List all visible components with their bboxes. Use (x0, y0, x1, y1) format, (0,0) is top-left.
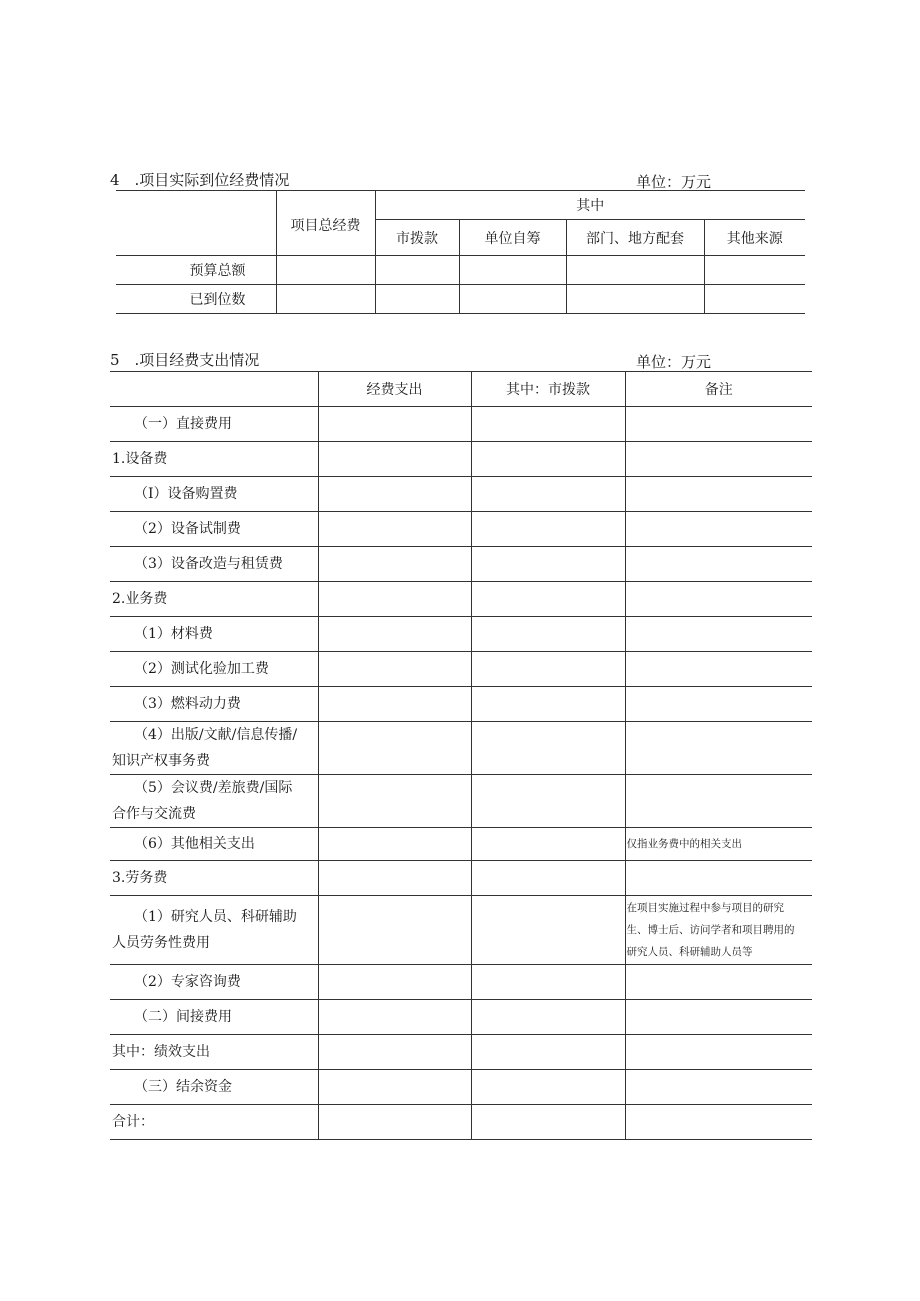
cell[interactable] (276, 256, 375, 285)
table-row (110, 1105, 812, 1140)
remarks-cell[interactable] (625, 687, 812, 722)
header-remarks: 备注 (625, 372, 812, 407)
table-row (110, 828, 812, 861)
table-row (110, 477, 812, 512)
remarks-cell[interactable] (625, 477, 812, 512)
table-row (110, 617, 812, 652)
row-label-line: （二）间接费用 (134, 1009, 232, 1025)
table-row (110, 652, 812, 687)
remarks-cell[interactable] (625, 1000, 812, 1035)
table-row (110, 407, 812, 442)
value-cell[interactable] (318, 1070, 471, 1105)
row-label (110, 512, 318, 547)
row-label-line: 其中：绩效支出 (112, 1044, 210, 1060)
remarks-cell[interactable] (625, 965, 812, 1000)
row-label (110, 861, 318, 896)
value-cell[interactable] (318, 477, 471, 512)
remarks-cell[interactable] (625, 512, 812, 547)
value-cell[interactable] (471, 582, 625, 617)
row-label-line: （一）直接费用 (134, 416, 232, 432)
row-label (110, 442, 318, 477)
value-cell[interactable] (471, 896, 625, 965)
row-label-line: 1.设备费 (112, 451, 168, 467)
remark-line: 生、博士后、访问学者和项目聘用的 (626, 924, 795, 936)
row-label (110, 582, 318, 617)
value-cell[interactable] (471, 512, 625, 547)
row-label (110, 547, 318, 582)
value-cell[interactable] (318, 652, 471, 687)
row-label-line: （3）设备改造与租赁费 (134, 556, 283, 572)
value-cell[interactable] (318, 512, 471, 547)
row-label (110, 896, 318, 965)
remarks-cell[interactable] (625, 828, 812, 861)
remarks-cell[interactable] (625, 1105, 812, 1140)
remarks-cell[interactable] (625, 617, 812, 652)
value-cell[interactable] (471, 965, 625, 1000)
table-row (110, 861, 812, 896)
row-label-line: （6）其他相关支出 (134, 836, 255, 852)
row-label (110, 775, 318, 828)
value-cell[interactable] (318, 1105, 471, 1140)
row-label-line: 知识产权事务费 (112, 753, 210, 769)
remark-line: 研究人员、科研辅助人员等 (626, 946, 753, 958)
cell[interactable] (375, 285, 459, 314)
value-cell[interactable] (318, 547, 471, 582)
row-label-line: （2）测试化验加工费 (134, 661, 269, 677)
value-cell[interactable] (471, 687, 625, 722)
table-row (110, 1070, 812, 1105)
value-cell[interactable] (471, 775, 625, 828)
row-label-line: （1）材料费 (134, 626, 213, 642)
cell[interactable] (566, 256, 704, 285)
table-row (110, 1000, 812, 1035)
cell[interactable] (704, 285, 805, 314)
value-cell[interactable] (471, 547, 625, 582)
value-cell[interactable] (471, 1000, 625, 1035)
value-cell[interactable] (318, 442, 471, 477)
value-cell[interactable] (318, 407, 471, 442)
table-row (110, 722, 812, 775)
remarks-cell[interactable] (625, 1035, 812, 1070)
remark-line: 在项目实施过程中参与项目的研究 (626, 902, 784, 914)
value-cell[interactable] (471, 617, 625, 652)
value-cell[interactable] (471, 828, 625, 861)
value-cell[interactable] (318, 687, 471, 722)
remarks-cell[interactable] (625, 547, 812, 582)
table-row (110, 775, 812, 828)
header-of-which: 其中 (375, 191, 805, 220)
cell[interactable] (566, 285, 704, 314)
section5-unit: 单位：万元 (636, 353, 712, 371)
table-row (110, 687, 812, 722)
value-cell[interactable] (471, 652, 625, 687)
remarks-cell[interactable] (625, 861, 812, 896)
row-received: 已到位数 (116, 285, 276, 314)
cell[interactable] (375, 256, 459, 285)
value-cell[interactable] (318, 1035, 471, 1070)
remarks-cell[interactable] (625, 582, 812, 617)
section4-title: 4 .项目实际到位经费情况 (110, 171, 290, 189)
cell[interactable] (459, 256, 566, 285)
row-budget-total: 预算总额 (116, 256, 276, 285)
section5-title: 5 .项目经费支出情况 (110, 351, 260, 369)
row-label-line: （3）燃料动力费 (134, 696, 241, 712)
row-label (110, 965, 318, 1000)
row-label-line: （5）会议费/差旅费/国际 (134, 780, 293, 796)
cell[interactable] (276, 285, 375, 314)
table-row (110, 512, 812, 547)
value-cell[interactable] (471, 477, 625, 512)
header-other-sources: 其他来源 (704, 220, 805, 256)
value-cell[interactable] (318, 722, 471, 775)
header-city-allocation: 其中：市拨款 (471, 372, 625, 407)
actual-funding-table (116, 190, 805, 314)
value-cell[interactable] (318, 828, 471, 861)
row-label-line: 人员劳务性费用 (112, 935, 210, 951)
value-cell[interactable] (318, 1000, 471, 1035)
row-label (110, 617, 318, 652)
header-item (110, 372, 318, 407)
header-city-allocation: 市拨款 (375, 220, 459, 256)
cell[interactable] (704, 256, 805, 285)
value-cell[interactable] (318, 965, 471, 1000)
value-cell[interactable] (318, 896, 471, 965)
row-label-line: 2.业务费 (112, 591, 168, 607)
header-dept-local-match: 部门、地方配套 (566, 220, 704, 256)
remarks-cell[interactable] (625, 442, 812, 477)
row-label (110, 828, 318, 861)
table-row (110, 582, 812, 617)
remark-line: 仅指业务费中的相关支出 (626, 838, 742, 850)
header-expenditure: 经费支出 (318, 372, 471, 407)
remarks-cell[interactable] (625, 1070, 812, 1105)
row-label (110, 652, 318, 687)
expenditure-table (110, 371, 812, 1140)
row-label (110, 477, 318, 512)
value-cell[interactable] (471, 442, 625, 477)
remarks-cell[interactable] (625, 407, 812, 442)
row-label (110, 1000, 318, 1035)
row-label (110, 722, 318, 775)
table-row (110, 547, 812, 582)
row-label-line: （4）出版/文献/信息传播/ (134, 727, 298, 743)
value-cell[interactable] (471, 1070, 625, 1105)
row-label-line: （I）设备购置费 (134, 486, 238, 502)
remarks-cell[interactable] (625, 775, 812, 828)
value-cell[interactable] (318, 617, 471, 652)
row-label (110, 1070, 318, 1105)
row-label (110, 687, 318, 722)
remarks-cell[interactable] (625, 722, 812, 775)
row-label (110, 407, 318, 442)
row-label (110, 1035, 318, 1070)
remarks-cell[interactable] (625, 896, 812, 965)
row-label-line: 合计： (112, 1114, 154, 1130)
cell[interactable] (459, 285, 566, 314)
row-label-line: 合作与交流费 (112, 806, 196, 822)
value-cell[interactable] (318, 582, 471, 617)
value-cell[interactable] (471, 407, 625, 442)
row-label-line: （三）结余资金 (134, 1079, 232, 1095)
header-self-raised: 单位自筹 (459, 220, 566, 256)
table-row (110, 896, 812, 965)
value-cell[interactable] (471, 1035, 625, 1070)
value-cell[interactable] (318, 861, 471, 896)
value-cell[interactable] (471, 1105, 625, 1140)
table-row (110, 1035, 812, 1070)
value-cell[interactable] (471, 722, 625, 775)
table-row (110, 965, 812, 1000)
value-cell[interactable] (471, 861, 625, 896)
corner-cell (116, 191, 276, 256)
row-label-line: （2）专家咨询费 (134, 974, 241, 990)
value-cell[interactable] (318, 775, 471, 828)
table-row (110, 442, 812, 477)
header-total: 项目总经费 (276, 191, 375, 256)
row-label-line: （1）研究人员、科研辅助 (134, 909, 297, 925)
remarks-cell[interactable] (625, 652, 812, 687)
section4-unit: 单位：万元 (636, 173, 712, 191)
row-label-line: （2）设备试制费 (134, 521, 241, 537)
row-label (110, 1105, 318, 1140)
row-label-line: 3.劳务费 (112, 870, 168, 886)
